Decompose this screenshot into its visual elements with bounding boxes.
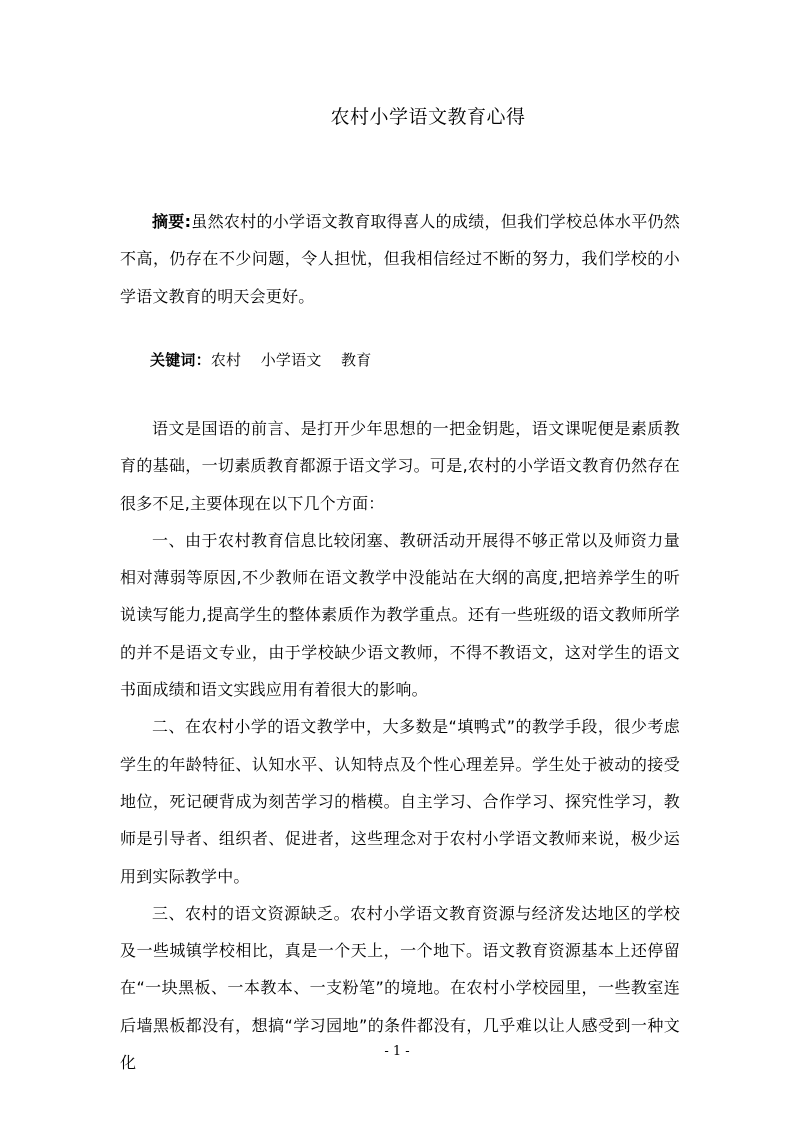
body-paragraph: 二、在农村小学的语文教学中，大多数是“填鸭式”的教学手段，很少考虑学生的年龄特征、认知水平、认知特点及个性心理差异。学生处于被动的接受地位，死记硬背成为刻苦学习的楷模。自主学习、合作学习、探究性学习，教师是引导者、组织者、促进者，这些理念对于农村小学语文教师来说，极少运用到实际教学中。	[120, 717, 680, 886]
keyword-item: 农村	[210, 351, 242, 369]
keyword-item: 小学语文	[260, 351, 322, 369]
keywords-block	[120, 342, 680, 379]
keywords-label: 关键词：	[150, 351, 211, 369]
page-number: - 1 -	[384, 1044, 410, 1059]
body-paragraph: 一、由于农村教育信息比较闭塞、教研活动开展得不够正常以及师资力量相对薄弱等原因,不少教师在语文教学中没能站在大纲的高度,把培养学生的听说读写能力,提高学生的整体素质作为教学重点。还有一些班级的语文教师所学的并不是语文专业，由于学校缺少语文教师，不得不教语文，这对学生的语文书面成绩和语文实践应用有着很大的影响。	[120, 530, 680, 700]
body-paragraph: 语文是国语的前言、是打开少年思想的一把金钥匙，语文课呢便是素质教育的基础，一切素质教育都源于语文学习。可是,农村的小学语文教育仍然存在很多不足,主要体现在以下几个方面：	[120, 419, 680, 513]
abstract-paragraph	[120, 203, 680, 315]
keyword-item: 教育	[341, 351, 372, 369]
abstract-label: 摘要:	[152, 212, 192, 231]
abstract-block	[120, 203, 680, 315]
document-title: 农村小学语文教育心得	[330, 106, 526, 128]
abstract-text: 虽然农村的小学语文教育取得喜人的成绩，但我们学校总体水平仍然不高，仍存在不少问题，令人担忧，但我相信经过不断的努力，我们学校的小学语文教育的明天会更好。	[120, 212, 680, 306]
body-section	[120, 410, 680, 1081]
keywords-line	[120, 342, 680, 379]
body-paragraph: 三、农村的语文资源缺乏。农村小学语文教育资源与经济发达地区的学校及一些城镇学校相比，真是一个天上，一个地下。语文教育资源基本上还停留在“一块黑板、一本教本、一支粉笔”的境地。在农村小学校园里，一些教室连后墙黑板都没有，想搞“学习园地”的条件都没有，几乎难以让人感受到一种文化	[120, 903, 680, 1073]
